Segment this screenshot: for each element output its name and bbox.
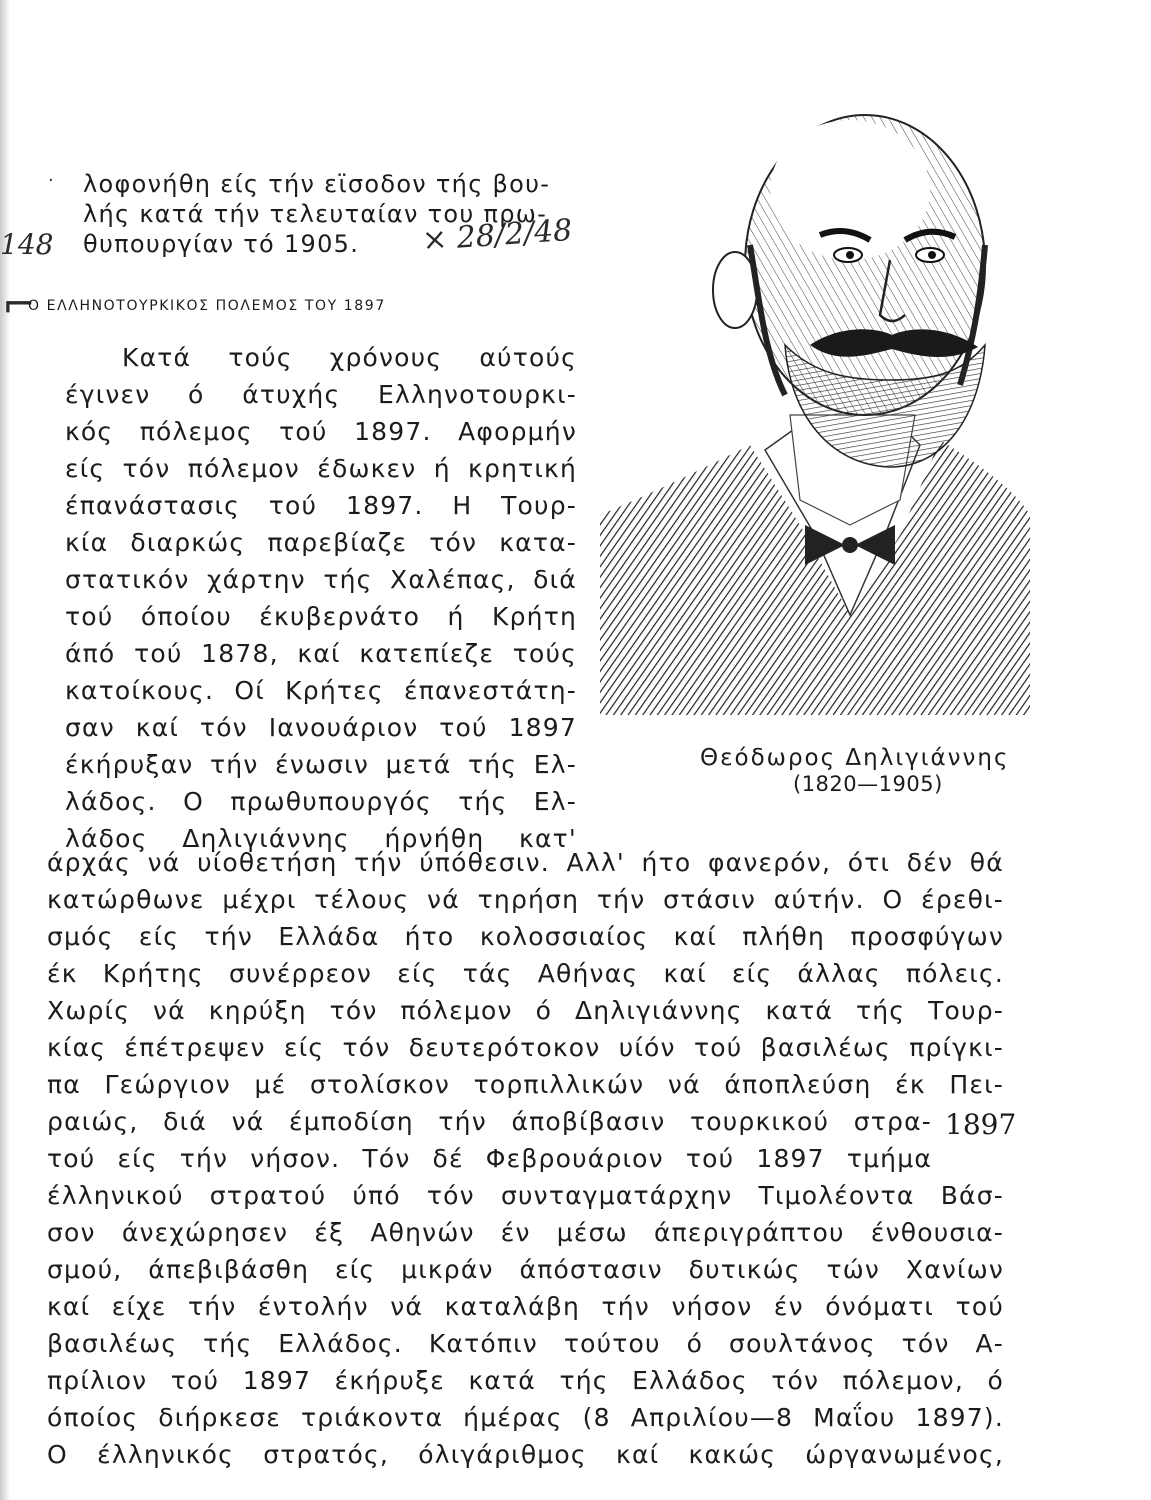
text-line: βασιλέως τής Ελλάδος. Κατόπιν τούτου ό σουλτάνος τόν Α- xyxy=(47,1329,1004,1358)
text-line: κίας έπέτρεψεν είς τόν δευτερότοκον υίόν τού βασιλέως πρίγκι- xyxy=(47,1033,1004,1062)
text-line: κατώρθωνε μέχρι τέλους νά τηρήση τήν στάσιν αύτήν. Ο έρεθι- xyxy=(47,885,1004,914)
text-line: στατικόν χάρτην τής Χαλέπας, διά xyxy=(65,565,577,594)
text-line: σμού, άπεβιβάσθη είς μικράν άπόστασιν δυτικώς τών Χανίων xyxy=(47,1255,1004,1284)
margin-handwritten-number: 148 xyxy=(0,228,54,261)
margin-year: 1897 xyxy=(945,1108,1017,1141)
text-line: Χωρίς νά κηρύξη τόν πόλεμον ό Δηλιγιάννης κατά τής Τουρ- xyxy=(47,996,1004,1025)
text-line: Ο έλληνικός στρατός, όλιγάριθμος καί κακώς ώργανωμένος, xyxy=(47,1440,1004,1469)
text-line: έκήρυξαν τήν ένωσιν μετά τής Ελ- xyxy=(65,750,577,779)
text-line: άρχάς νά υίοθετήση τήν ύπόθεσιν. Αλλ' ήτο φανερόν, ότι δέν θά xyxy=(47,848,1004,877)
text-line: έλληνικού στρατού ύπό τόν συνταγματάρχην Τιμολέοντα Βάσ- xyxy=(47,1181,1004,1210)
text-line: θυπουργίαν τό 1905. xyxy=(83,230,360,258)
text-line: καί είχε τήν έντολήν νά καταλάβη τήν νήσον έν όνόματι τού xyxy=(47,1292,1004,1321)
text-line: κία διαρκώς παρεβίαζε τόν κατα- xyxy=(65,528,577,557)
text-line: σαν καί τόν Ιανουάριον τού 1897 xyxy=(65,713,577,742)
text-line: τού όποίου έκυβερνάτο ή Κρήτη xyxy=(65,602,577,631)
page-gutter-shadow xyxy=(0,0,10,1500)
text-line: λής κατά τήν τελευταίαν του πρω- xyxy=(83,200,548,228)
text-line: άπό τού 1878, καί κατεπίεζε τούς xyxy=(65,639,577,668)
text-line: σμός είς τήν Ελλάδα ήτο κολοσσιαίος καί πλήθη προσφύγων xyxy=(47,922,1004,951)
portrait-engraving xyxy=(600,95,1030,735)
text-line: έπανάστασις τού 1897. Η Τουρ- xyxy=(65,491,577,520)
text-line: έκ Κρήτης συνέρρεον είς τάς Αθήνας καί είς άλλας πόλεις. xyxy=(47,959,1004,988)
text-line: λάδος. Ο πρωθυπουργός τής Ελ- xyxy=(65,787,577,816)
handwritten-note: × 28/2/48 xyxy=(420,212,574,259)
text-line: τού είς τήν νήσον. Τόν δέ Φεβρουάριον τού 1897 τμήμα xyxy=(47,1144,932,1173)
section-heading: Ο ΕΛΛΗΝΟΤΟΥΡΚΙΚΟΣ ΠΟΛΕΜΟΣ ΤΟΥ 1897 xyxy=(28,298,386,314)
portrait-caption-years: (1820—1905) xyxy=(793,772,943,796)
text-line: λοφονήθη είς τήν εϊσοδον τής βου- xyxy=(83,170,551,198)
text-line: είς τόν πόλεμον έδωκεν ή κρητική xyxy=(65,454,577,483)
text-line: όποίος διήρκεσε τριάκοντα ήμέρας (8 Απριλίου—8 Μαΐου 1897). xyxy=(47,1403,1004,1432)
portrait-caption-name: Θεόδωρος Δηλιγιάννης xyxy=(700,745,1010,771)
text-line: κός πόλεμος τού 1897. Αφορμήν xyxy=(65,417,577,446)
text-line: Κατά τούς χρόνους αύτούς xyxy=(122,343,577,372)
text-line: λάδος Δηλιγιάννης ήρνήθη κατ' xyxy=(65,824,577,853)
text-line: ραιώς, διά νά έμποδίση τήν άποβίβασιν τουρκικού στρα- xyxy=(47,1107,932,1136)
text-line: σον άνεχώρησεν έξ Αθηνών έν μέσω άπεριγράπτου ένθουσια- xyxy=(47,1218,1004,1247)
margin-bracket-mark: ⌐ xyxy=(2,282,36,328)
text-line: πρίλιον τού 1897 έκήρυξε κατά τής Ελλάδος τόν πόλεμον, ό xyxy=(47,1366,1004,1395)
text-line: κατοίκους. Οί Κρήτες έπανεστάτη- xyxy=(65,676,577,705)
text-line: έγινεν ό άτυχής Ελληνοτουρκι- xyxy=(65,380,577,409)
speck: · xyxy=(48,170,54,191)
text-line: πα Γεώργιον μέ στολίσκον τορπιλλικών νά άποπλεύση έκ Πει- xyxy=(47,1070,1004,1099)
